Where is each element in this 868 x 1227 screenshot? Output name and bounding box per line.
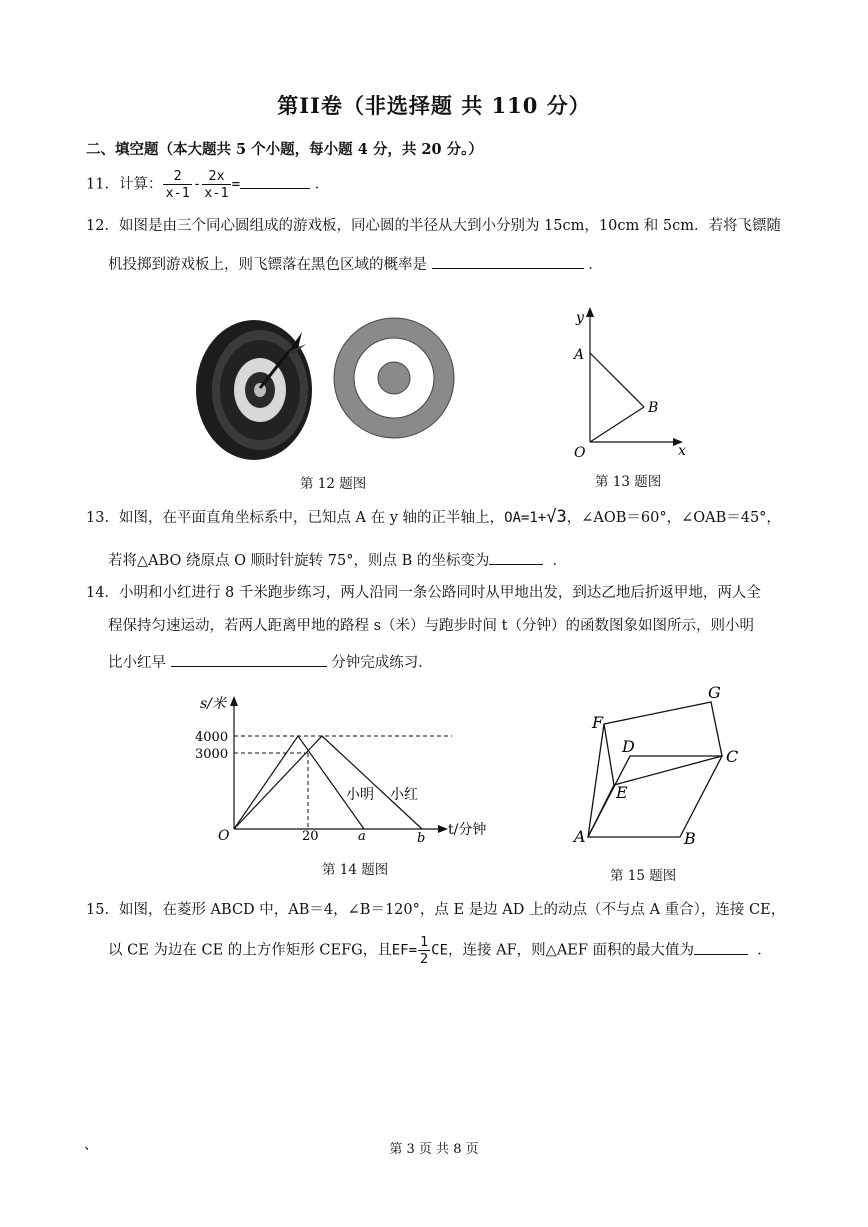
fig14-tick-a: a (358, 829, 366, 844)
q11-frac1-num: 2 (163, 168, 191, 185)
fig13-label-x: x (678, 443, 686, 459)
q11-fraction-1 (163, 168, 191, 201)
fig15-label-a: A (574, 827, 586, 846)
corner-mark: 、 (84, 1137, 98, 1153)
fig13-label-b: B (648, 400, 659, 416)
q15-text-b: ，连接 AF，则△AEF 面积的最大值为 (448, 942, 695, 959)
question-15-line-1: 15．如图，在菱形 ABCD 中，AB＝4，∠B＝120°，点 E 是边 AD 上的动点（不与点 A 重合），连接 CE， (86, 902, 786, 918)
question-11 (86, 168, 329, 201)
figure-14-caption: 第 14 题图 (322, 862, 389, 878)
q14-text-3: 比小红早 (108, 655, 166, 671)
fig14-ylabel: s/米 (200, 696, 226, 712)
fig14-y-arrow-icon (230, 696, 238, 706)
fig14-origin: O (218, 828, 230, 844)
q15-answer-blank[interactable] (694, 938, 748, 955)
q13-text-2: 若将△ABO 绕原点 O 顺时针旋转 75°，则点 B 的坐标变为 (108, 553, 490, 569)
q11-prefix: 11．计算： (86, 176, 163, 193)
q13-text-b: ，∠AOB＝60°，∠OAB＝45°， (566, 510, 781, 526)
q14-text-3b: 分钟完成练习． (331, 655, 433, 671)
q12-text: 机投掷到游戏板上，则飞镖落在黑色区域的概率是 (108, 257, 427, 273)
question-14-line-3 (108, 650, 433, 673)
fig13-label-y: y (576, 310, 584, 326)
fig14-tick-3000: 3000 (195, 747, 229, 762)
fig13-segment-ob (590, 407, 644, 442)
question-12-line-2 (108, 252, 603, 275)
q15-end: ． (757, 942, 772, 959)
fig14-line-xiaoming (234, 736, 364, 829)
fig13-segment-ab (590, 353, 644, 407)
section-heading: 二、填空题（本大题共 5 个小题，每小题 4 分，共 20 分。） (86, 141, 483, 158)
q11-frac1-den: x-1 (165, 185, 190, 201)
q15-half-num: 1 (420, 934, 429, 950)
fig14-tick-4000: 4000 (195, 730, 229, 745)
fig14-legend-xiaoming: 小明 (346, 787, 374, 803)
fig14-tick-20: 20 (302, 829, 319, 844)
figure-13 (566, 305, 696, 465)
question-14-line-2: 程保持匀速运动，若两人距离甲地的路程 s（米）与跑步时间 t（分钟）的函数图象如图所示，则小明 (108, 618, 754, 634)
question-15-line-2 (108, 934, 772, 967)
fig13-y-arrow-icon (586, 307, 594, 317)
q15-text-a: 以 CE 为边在 CE 的上方作矩形 CEFG，且 (108, 942, 392, 959)
q15-fraction-half (418, 934, 430, 967)
q13-end: ． (552, 553, 568, 569)
fig15-label-g: G (708, 683, 721, 702)
q11-fraction-2 (202, 168, 230, 201)
dartboard-photo-icon (196, 320, 312, 460)
q13-answer-blank[interactable] (489, 548, 543, 565)
q11-frac2-num: 2x (202, 168, 230, 185)
figure-13-caption: 第 13 题图 (595, 474, 662, 490)
fig15-label-d: D (622, 737, 635, 756)
q13-sqrt: √3 (546, 507, 567, 527)
fig14-x-arrow-icon (438, 825, 448, 833)
fig14-xlabel: t/分钟 (448, 822, 487, 838)
concentric-circles-diagram (334, 318, 454, 438)
question-13-line-1 (86, 507, 781, 528)
fig15-label-b: B (684, 829, 696, 848)
q13-oa: OA=1+ (504, 510, 547, 526)
figure-12-caption: 第 12 题图 (300, 476, 367, 492)
fig15-label-f: F (592, 713, 604, 732)
page-title: 第II卷（非选择题 共 110 分） (277, 93, 591, 118)
q13-text-a: 13．如图，在平面直角坐标系中，已知点 A 在 y 轴的正半轴上， (86, 510, 505, 526)
q11-equals: = (231, 176, 241, 193)
q15-ef: EF= (391, 942, 418, 959)
question-12-line-1: 12．如图是由三个同心圆组成的游戏板，同心圆的半径从大到小分别为 15cm，10cm 和 5cm．若将飞镖随 (86, 218, 782, 234)
question-14-line-1: 14．小明和小红进行 8 千米跑步练习，两人沿同一条公路同时从甲地出发，到达乙地后折返甲地，两人全 (86, 585, 761, 601)
fig14-line-xiaohong (234, 736, 422, 829)
figure-12 (190, 310, 480, 460)
q11-frac2-den: x-1 (204, 185, 229, 201)
q11-minus: - (192, 176, 202, 193)
fig14-tick-b: b (417, 831, 426, 846)
question-13-line-2 (108, 548, 567, 571)
q14-answer-blank[interactable] (171, 650, 327, 667)
q12-end: ． (588, 257, 603, 273)
fig15-label-c: C (726, 747, 739, 766)
figure-15-caption: 第 15 题图 (610, 868, 677, 884)
q11-end: ． (314, 176, 330, 193)
fig13-label-a: A (574, 347, 585, 363)
q15-ce: CE (431, 942, 449, 959)
q12-answer-blank[interactable] (432, 252, 584, 269)
figure-14 (190, 688, 500, 848)
q11-answer-blank[interactable] (240, 172, 310, 189)
page-footer: 第 3 页 共 8 页 (389, 1142, 479, 1157)
fig14-legend-xiaohong: 小红 (390, 787, 418, 803)
q15-half-den: 2 (420, 951, 429, 967)
fig13-label-o: O (574, 445, 586, 461)
fig15-label-e: E (616, 783, 628, 802)
figure-15 (566, 680, 756, 850)
